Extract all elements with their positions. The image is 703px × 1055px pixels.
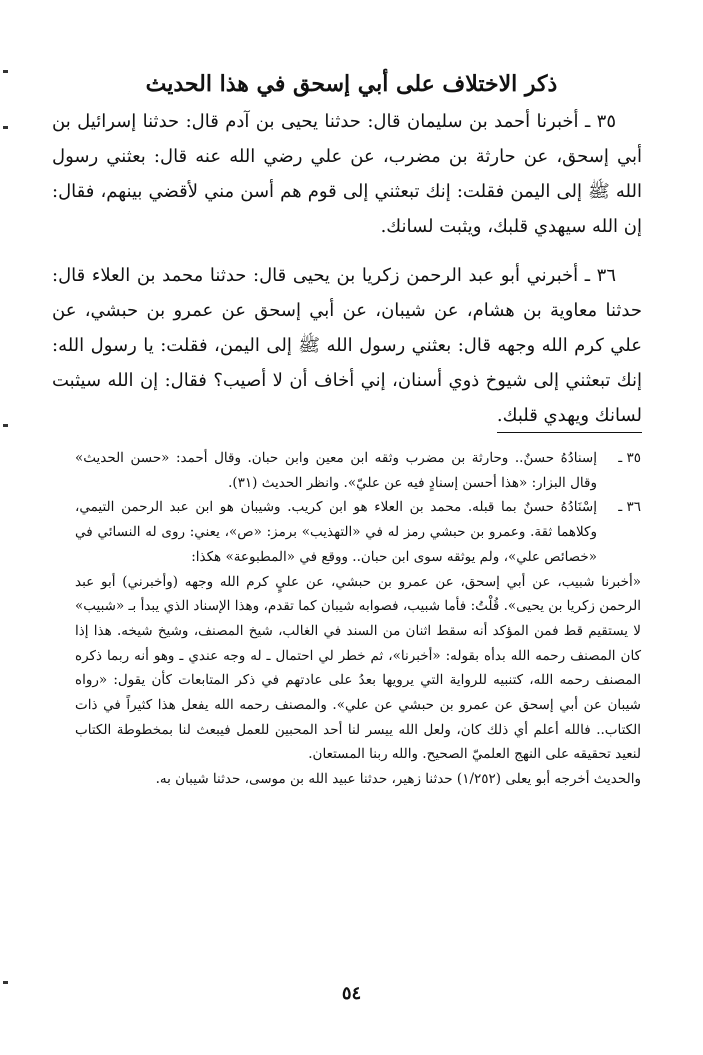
scan-edge-mark	[3, 126, 8, 129]
hadith-35: ٣٥ ـ أخبرنا أحمد بن سليمان قال: حدثنا يحيى بن آدم قال: حدثنا إسرائيل بن أبي إسحق، عن حارثة بن مضرب، عن علي رضي الله عنه قال: بعثني رسول الله ﷺ إلى اليمن فقلت: إنك تبعثني إلى قوم هم أسن مني لأقضي بينهم، فقال: إن الله سيهدي قلبك، ويثبت لسانك.	[52, 111, 642, 237]
footnote-35	[75, 446, 641, 495]
footnote-number: ٣٦ ـ	[618, 499, 641, 516]
section-heading: ذكر الاختلاف على أبي إسحق في هذا الحديث	[145, 70, 558, 97]
footnote-text: إسْنَادُهُ حسنٌ بما قبله. محمد بن العلاء هو ابن كريب. وشيبان هو ابن عبد الرحمن التيمي، وكلاهما ثقة. وعمرو بن حبشي رمز له في «التهذيب» برمز: «ص»، يعني: روى له النسائي في «خصائص علي»، ولم يوثقه سوى ابن حبان.. ووقع في «المطبوعة» هكذا:	[75, 499, 597, 565]
footnote-text: إسنادُهُ حسنٌ.. وحارثة بن مضرب وثقه ابن معين وابن حبان. وقال أحمد: «حسن الحديث» وقال البزار: «هذا أحسن إسنادٍ فيه عن عليّ». وانظر الحديث (٣١).	[75, 450, 597, 491]
footnote-36	[75, 495, 641, 569]
footnotes	[75, 446, 641, 792]
hadith-36: ٣٦ ـ أخبرني أبو عبد الرحمن زكريا بن يحيى قال: حدثنا محمد بن العلاء قال: حدثنا معاوية بن هشام، عن شيبان، عن أبي إسحق عن عمرو بن حبشي، عن علي كرم الله وجهه قال: بعثني رسول الله ﷺ إلى اليمن، فقلت: يا رسول الله: إنك تبعثني إلى شيوخ ذوي أسنان، إني أخاف أن لا أصيب؟ فقال: إن الله سيثبت لسانك ويهدي قلبك.	[52, 265, 642, 426]
footnote-separator	[497, 432, 642, 433]
footnote-number: ٣٥ ـ	[618, 450, 641, 466]
footnote-continuation: «أخبرنا شبيب، عن أبي إسحق، عن عمرو بن حبشي، عن عليٍ كرم الله وجهه (وأخبرني) أبو عبد الرحمن زكريا بن يحيى». قُلْتُ: فأما شبيب، فصوابه شيبان كما تقدم، وهذا الإسناد الذي يبدأ بـ «شبيب» لا يستقيم قط فمن المؤكد أنه سقط اثنان من السند في الغالب، شيخ المصنف، وشيخ شيخه. هذا إذا كان المصنف رحمه الله بدأه بقوله: «أخبرنا»، ثم خطر لي احتمال ـ له وجه عندي ـ وهو أنه ربما ذكره المصنف رحمه الله، كتنبيه للرواية التي يرويها بعدُ على عادتهم في ذكر المتابعات كأن يقول: «رواه شيبان عن أبي إسحق عن عمرو بن حبشي عن علي». والمصنف رحمه الله يفعل هذا كثيراً في ذات الكتاب.. فالله أعلم أي ذلك كان، ولعل الله ييسر لنا أحد المحبين للعمل فيبعث لنا بمخطوطة الكتاب لنعيد تحقيقه على النهج العلميّ الصحيح. والله ربنا المستعان.	[75, 573, 641, 763]
scan-edge-mark	[3, 424, 8, 427]
hadith-text	[52, 104, 642, 447]
page-number: ٥٤	[341, 983, 362, 1004]
footnote-continuation: والحديث أخرجه أبو يعلى (١/٢٥٢) حدثنا زهير، حدثنا عبيد الله بن موسى، حدثنا شيبان به.	[155, 771, 641, 788]
scan-edge-mark	[3, 70, 8, 73]
